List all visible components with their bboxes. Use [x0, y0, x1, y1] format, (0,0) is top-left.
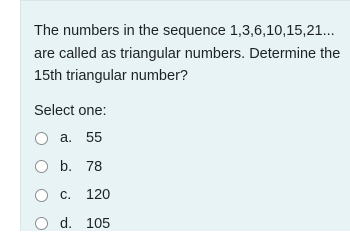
option-value: 55 [86, 130, 103, 147]
question-text: The numbers in the sequence 1,3,6,10,15,21... are called as triangular numbers. Determine the 15th triangular number? [34, 23, 341, 84]
radio-button-icon[interactable] [35, 217, 48, 230]
option-letter: c. [60, 187, 72, 204]
question-card [20, 0, 350, 231]
option-letter: b. [60, 158, 73, 175]
option-value: 120 [86, 187, 111, 204]
radio-button-icon[interactable] [35, 132, 48, 145]
answer-option-a[interactable] [21, 124, 350, 153]
answer-option-c[interactable] [21, 181, 350, 210]
option-letter: a. [60, 130, 73, 147]
select-one-prompt: Select one: [34, 103, 107, 119]
option-value: 105 [86, 215, 111, 232]
radio-button-icon[interactable] [35, 189, 48, 202]
radio-button-icon[interactable] [35, 160, 48, 173]
answer-options [21, 124, 350, 238]
option-letter: d. [60, 215, 73, 232]
answer-option-b[interactable] [21, 153, 350, 182]
option-value: 78 [86, 158, 103, 175]
answer-option-d[interactable] [21, 210, 350, 239]
